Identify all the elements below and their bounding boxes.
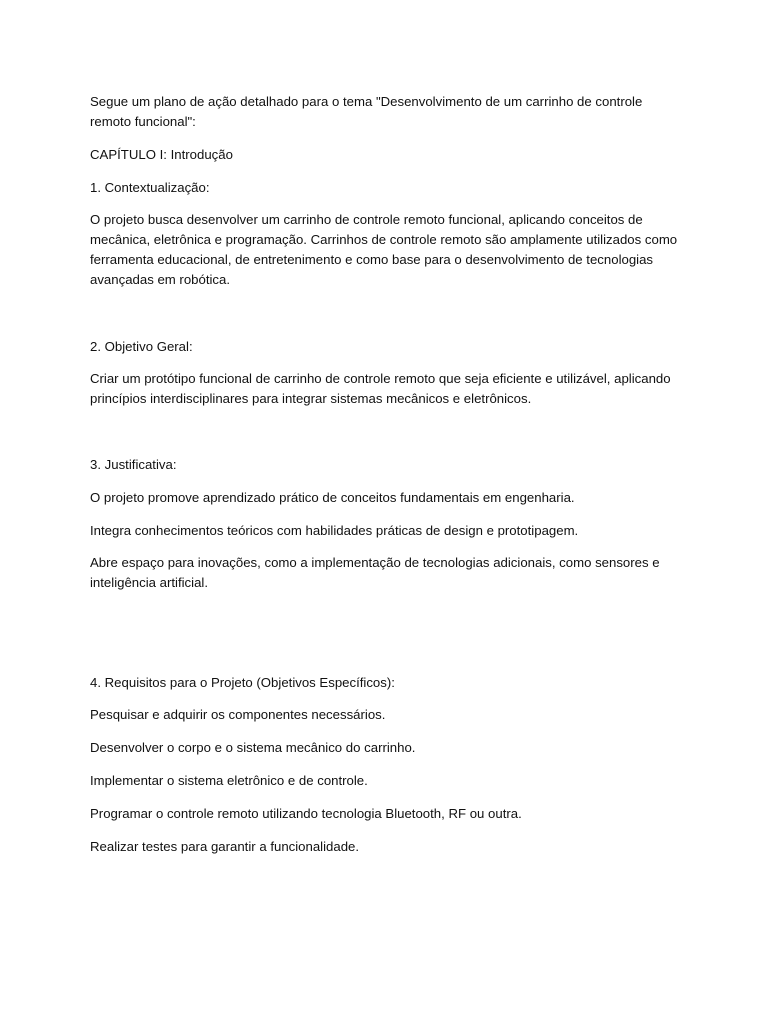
section-4-item: Programar o controle remoto utilizando tecnologia Bluetooth, RF ou outra. (90, 806, 522, 821)
section-4-item: Desenvolver o corpo e o sistema mecânico do carrinho. (90, 740, 416, 755)
section-2-paragraph: Criar um protótipo funcional de carrinho de controle remoto que seja eficiente e utilizável, aplicando princípios interdisciplinares para integrar sistemas mecânicos e eletrônicos. (90, 371, 671, 406)
section-2-heading: 2. Objetivo Geral: (90, 339, 193, 354)
section-4-heading: 4. Requisitos para o Projeto (Objetivos Específicos): (90, 675, 395, 690)
section-3-item: Abre espaço para inovações, como a implementação de tecnologias adicionais, como sensores e inteligência artificial. (90, 555, 660, 590)
section-3-item: O projeto promove aprendizado prático de conceitos fundamentais em engenharia. (90, 490, 575, 505)
section-4-item: Pesquisar e adquirir os componentes necessários. (90, 707, 386, 722)
intro-paragraph: Segue um plano de ação detalhado para o tema "Desenvolvimento de um carrinho de controle remoto funcional": (90, 94, 643, 129)
section-3-item: Integra conhecimentos teóricos com habilidades práticas de design e prototipagem. (90, 523, 579, 538)
section-4-item: Implementar o sistema eletrônico e de controle. (90, 773, 368, 788)
section-3-heading: 3. Justificativa: (90, 457, 177, 472)
section-4-item: Realizar testes para garantir a funcionalidade. (90, 839, 360, 854)
section-1-heading: 1. Contextualização: (90, 180, 210, 195)
chapter-title: CAPÍTULO I: Introdução (90, 147, 233, 162)
section-1-paragraph: O projeto busca desenvolver um carrinho de controle remoto funcional, aplicando conceitos de mecânica, eletrônica e programação. Carrinhos de controle remoto são amplamente utilizados como ferramenta educacional, de entretenimento e como base para o desenvolvimento de tecnologias avançadas em robótica. (90, 212, 678, 287)
